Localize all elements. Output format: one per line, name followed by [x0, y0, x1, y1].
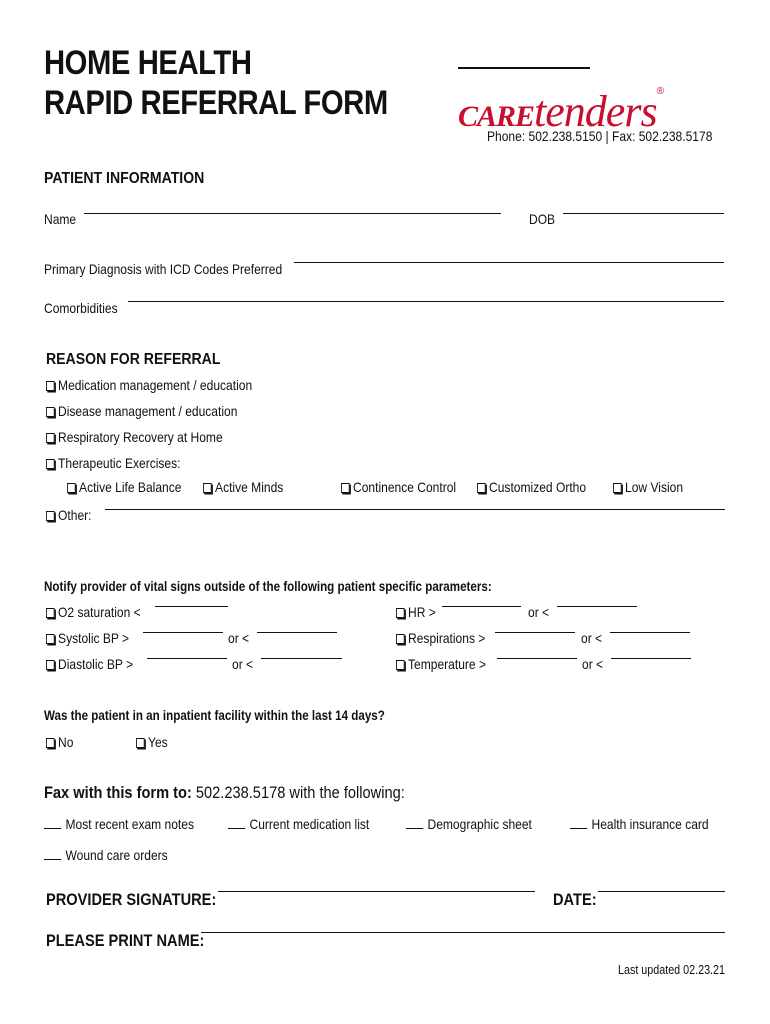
exercise-continence-control[interactable]: Continence Control [341, 479, 456, 495]
diastolic-high-field[interactable] [147, 658, 227, 659]
respirations-high-field[interactable] [495, 632, 575, 633]
fax-item-insurance-card[interactable]: Health insurance card [570, 816, 709, 832]
hr-low-field[interactable] [557, 606, 637, 607]
diastolic-low-field[interactable] [261, 658, 342, 659]
respirations-or-label: or < [581, 630, 603, 646]
provider-signature-field[interactable] [218, 891, 535, 892]
name-label: Name [44, 211, 77, 227]
form-title-line1: HOME HEALTH [44, 44, 252, 82]
inpatient-question: Was the patient in an inpatient facility within the last 14 days? [44, 708, 385, 723]
checkbox[interactable] [477, 483, 486, 493]
exercise-active-life-balance[interactable]: Active Life Balance [67, 479, 181, 495]
systolic-low-field[interactable] [257, 632, 337, 633]
last-updated: Last updated 02.23.21 [618, 963, 726, 977]
date-field[interactable] [598, 891, 725, 892]
patient-info-heading: PATIENT INFORMATION [44, 170, 205, 187]
temperature-or-label: or < [582, 656, 604, 672]
checkbox[interactable] [46, 381, 55, 391]
referral-heading: REASON FOR REFERRAL [46, 351, 221, 368]
logo-care-text: CARE [458, 100, 535, 133]
checkbox[interactable] [341, 483, 350, 493]
fax-item-wound-care[interactable]: Wound care orders [44, 847, 168, 863]
referral-option-respiratory[interactable]: Respiratory Recovery at Home [46, 429, 223, 445]
fax-item-exam-notes[interactable]: Most recent exam notes [44, 816, 194, 832]
print-name-field[interactable] [201, 932, 725, 933]
dob-label: DOB [529, 211, 556, 227]
temperature-low-field[interactable] [611, 658, 691, 659]
logo-tenders-text: tenders [534, 87, 657, 136]
fax-details: 502.238.5178 with the following: [195, 783, 405, 802]
inpatient-no[interactable]: No [46, 734, 73, 750]
comorbidities-label: Comorbidities [44, 300, 118, 316]
inpatient-yes[interactable]: Yes [136, 734, 168, 750]
blank-line[interactable] [570, 828, 587, 829]
checkbox[interactable] [46, 511, 55, 521]
checkbox[interactable] [46, 608, 55, 618]
respirations[interactable]: Respirations > [396, 630, 485, 646]
checkbox[interactable] [613, 483, 622, 493]
logo-registered-mark: ® [656, 86, 664, 97]
provider-signature-label: PROVIDER SIGNATURE: [46, 890, 217, 909]
checkbox[interactable] [396, 660, 405, 670]
checkbox[interactable] [46, 433, 55, 443]
blank-line[interactable] [228, 828, 245, 829]
checkbox[interactable] [136, 738, 145, 748]
referral-option-disease[interactable]: Disease management / education [46, 403, 237, 419]
form-title-line2: RAPID REFERRAL FORM [44, 84, 388, 122]
checkbox[interactable] [396, 608, 405, 618]
fax-item-medication-list[interactable]: Current medication list [228, 816, 369, 832]
checkbox[interactable] [46, 407, 55, 417]
checkbox[interactable] [46, 738, 55, 748]
contact-info: Phone: 502.238.5150 | Fax: 502.238.5178 [487, 128, 713, 144]
fax-item-demographic-sheet[interactable]: Demographic sheet [406, 816, 532, 832]
diagnosis-label: Primary Diagnosis with ICD Codes Preferred [44, 261, 283, 277]
exercise-low-vision[interactable]: Low Vision [613, 479, 683, 495]
blank-line[interactable] [44, 859, 61, 860]
temperature[interactable]: Temperature > [396, 656, 486, 672]
checkbox[interactable] [46, 660, 55, 670]
checkbox[interactable] [67, 483, 76, 493]
referral-option-other[interactable]: Other: [46, 507, 91, 523]
other-field[interactable] [105, 509, 725, 510]
exercise-active-minds[interactable]: Active Minds [203, 479, 283, 495]
hr-or-label: or < [528, 604, 550, 620]
respirations-low-field[interactable] [610, 632, 690, 633]
systolic-high-field[interactable] [143, 632, 223, 633]
o2-saturation[interactable]: O2 saturation < [46, 604, 141, 620]
diastolic-bp[interactable]: Diastolic BP > [46, 656, 133, 672]
blank-line[interactable] [406, 828, 423, 829]
temperature-high-field[interactable] [497, 658, 577, 659]
systolic-or-label: or < [228, 630, 250, 646]
print-name-label: PLEASE PRINT NAME: [46, 931, 205, 950]
referral-option-therapeutic[interactable]: Therapeutic Exercises: [46, 455, 181, 471]
fax-instructions [44, 783, 405, 803]
checkbox[interactable] [46, 459, 55, 469]
diastolic-or-label: or < [232, 656, 254, 672]
name-field[interactable] [84, 213, 501, 214]
diagnosis-field[interactable] [294, 262, 724, 263]
checkbox[interactable] [396, 634, 405, 644]
fax-label: Fax with this form to: [44, 783, 192, 802]
comorbidities-field[interactable] [128, 301, 724, 302]
exercise-customized-ortho[interactable]: Customized Ortho [477, 479, 586, 495]
dob-field[interactable] [563, 213, 724, 214]
blank-line[interactable] [44, 828, 61, 829]
vitals-heading: Notify provider of vital signs outside of the following patient specific parameters: [44, 579, 492, 594]
systolic-bp[interactable]: Systolic BP > [46, 630, 129, 646]
checkbox[interactable] [46, 634, 55, 644]
referral-option-medication[interactable]: Medication management / education [46, 377, 252, 393]
o2-field[interactable] [155, 606, 228, 607]
heart-rate[interactable]: HR > [396, 604, 436, 620]
hr-high-field[interactable] [442, 606, 521, 607]
checkbox[interactable] [203, 483, 212, 493]
date-label: DATE: [553, 890, 597, 909]
